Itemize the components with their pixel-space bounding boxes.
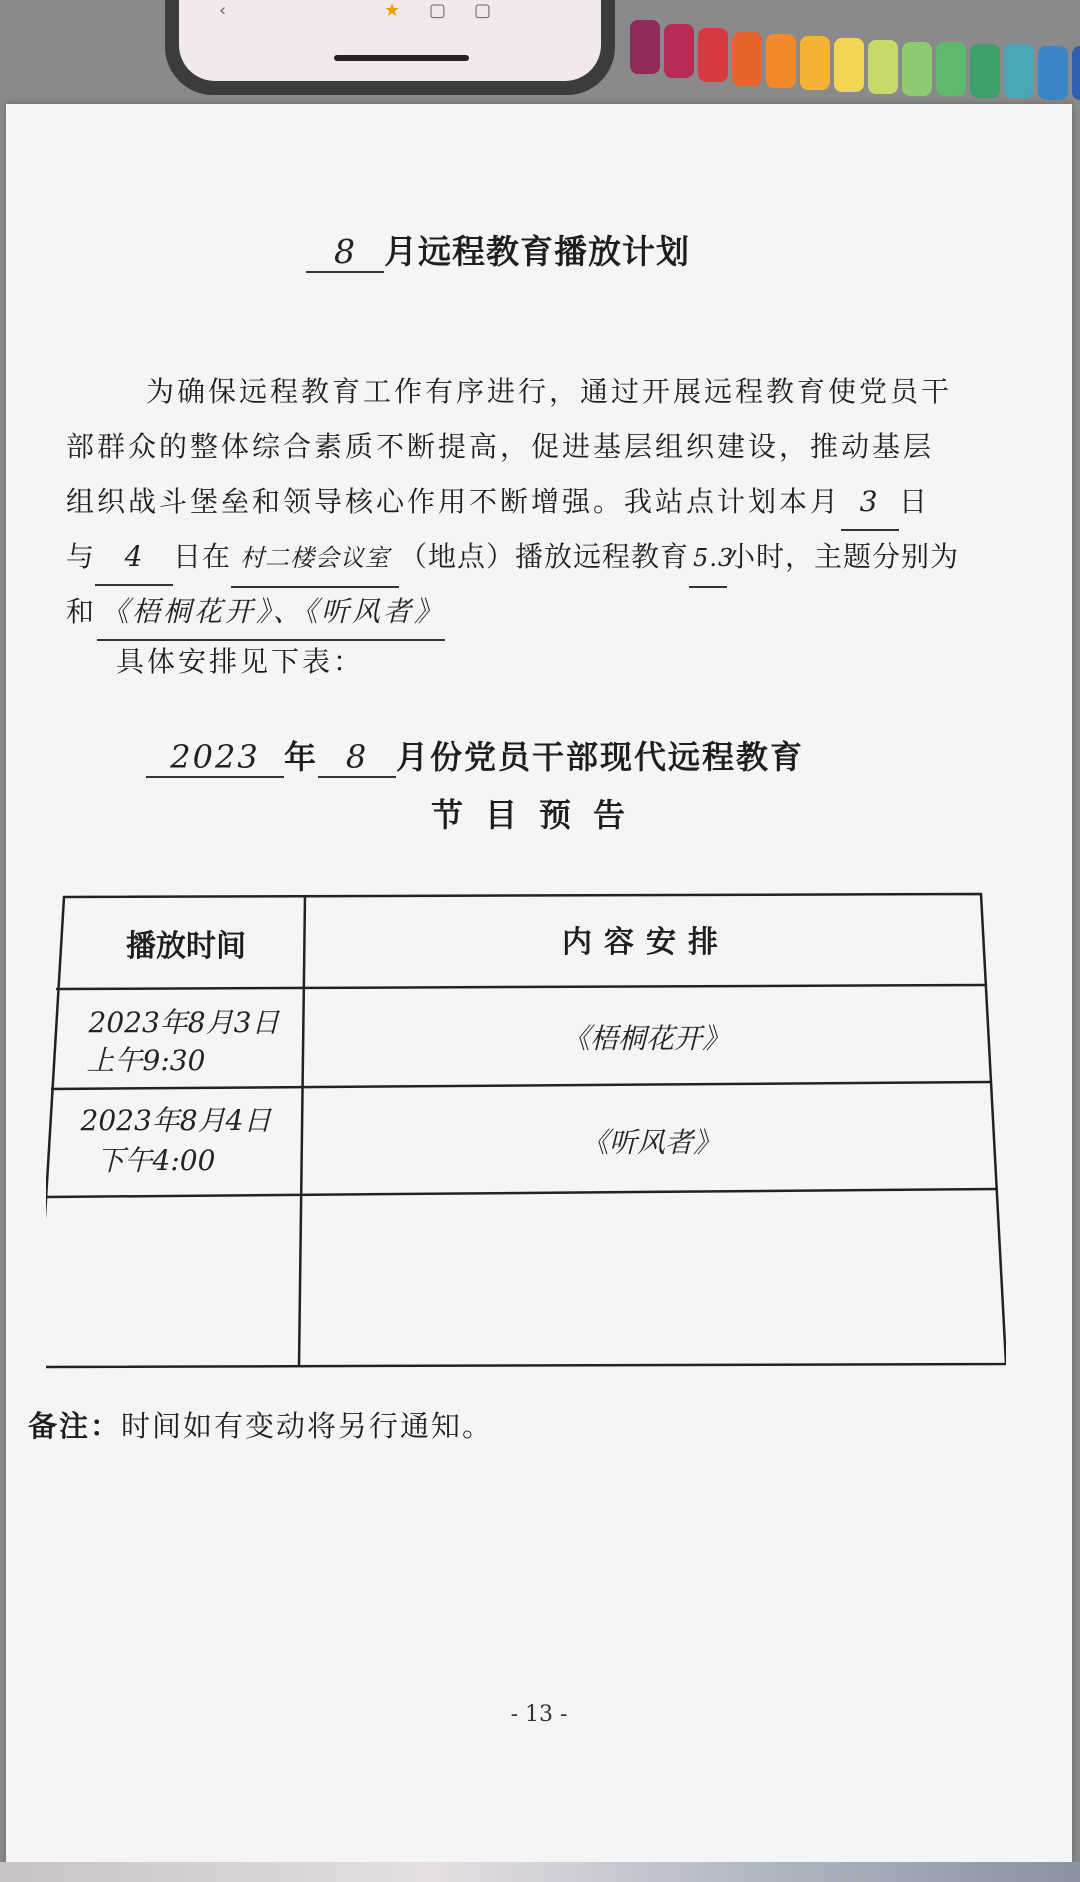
row-1-date: 2023年8月3日 — [88, 1006, 280, 1039]
title-month-blank: 8 — [306, 232, 384, 273]
intro-line-4-text-a: 日在 — [173, 540, 232, 573]
document — [6, 104, 1072, 1864]
header-play-time: 播放时间 — [126, 929, 246, 964]
intro-line-3-end: 日 — [899, 485, 931, 518]
star-icon: ★ — [384, 0, 401, 21]
paper-sheet — [6, 104, 1072, 1864]
row-2-content: 《听风者》 — [580, 1126, 721, 1159]
column-divider — [299, 896, 305, 1366]
colored-beads-decoration — [630, 20, 1080, 100]
program-subtitle: 节目预告 — [430, 796, 647, 834]
intro-line-2: 部群众的整体综合素质不断提高，促进基层组织建设，推动基层 — [66, 430, 935, 463]
intro-line-3-text: 组织战斗堡垒和领导核心作用不断增强。我站点计划本月 — [66, 485, 842, 518]
program-month-blank: 8 — [318, 738, 396, 778]
title-text: 月远程教育播放计划 — [384, 232, 690, 271]
more-icon: ▢ — [474, 0, 492, 21]
year-label: 年 — [284, 738, 319, 776]
intro-line-3 — [66, 474, 930, 531]
hours-blank: 5.3 — [689, 531, 727, 588]
row-divider-2 — [51, 1082, 991, 1089]
row-1-content: 《梧桐花开》 — [561, 1022, 730, 1055]
themes-blank: 《梧桐花开》、《听风者》 — [97, 584, 445, 641]
note — [28, 1404, 493, 1445]
intro-line-4-text-b: （地点）播放远程教育 — [399, 540, 690, 573]
intro-line-5 — [66, 584, 445, 641]
intro-line-1: 为确保远程教育工作有序进行，通过开展远程教育使党员干 — [146, 375, 953, 408]
header-content: 内容安排 — [562, 925, 730, 960]
row-divider-1 — [56, 985, 985, 989]
phone-screen — [179, 0, 601, 81]
row-1-time: 上午9:30 — [86, 1044, 206, 1077]
location-blank: 村二楼会议室 — [231, 531, 399, 588]
plan-title — [306, 226, 690, 273]
intro-line-4-text-c: 小时，主题分别为 — [727, 540, 960, 573]
intro-line-4 — [66, 529, 959, 588]
desk-background-strip — [0, 1862, 1080, 1882]
program-title — [146, 732, 804, 778]
year-blank: 2023 — [146, 738, 284, 778]
home-indicator — [334, 55, 469, 61]
row-2-time: 下午4:00 — [96, 1144, 216, 1177]
schedule-table — [46, 889, 1006, 1371]
day2-blank: 4 — [95, 529, 173, 586]
note-text: 时间如有变动将另行通知。 — [121, 1409, 494, 1443]
note-label: 备注： — [28, 1409, 122, 1443]
share-icon: ▢ — [429, 0, 447, 21]
back-chevron-icon: ‹ — [219, 0, 227, 21]
day1-blank: 3 — [841, 474, 899, 531]
intro-line-4-start: 与 — [66, 540, 96, 573]
row-2-date: 2023年8月4日 — [80, 1104, 272, 1137]
phone-device — [165, 0, 615, 95]
intro-line-5-start: 和 — [66, 595, 98, 628]
page-number: - 13 - — [510, 1702, 568, 1727]
row-divider-3 — [46, 1189, 997, 1197]
program-title-text: 月份党员干部现代远程教育 — [396, 738, 805, 776]
intro-line-6: 具体安排见下表： — [116, 645, 365, 678]
